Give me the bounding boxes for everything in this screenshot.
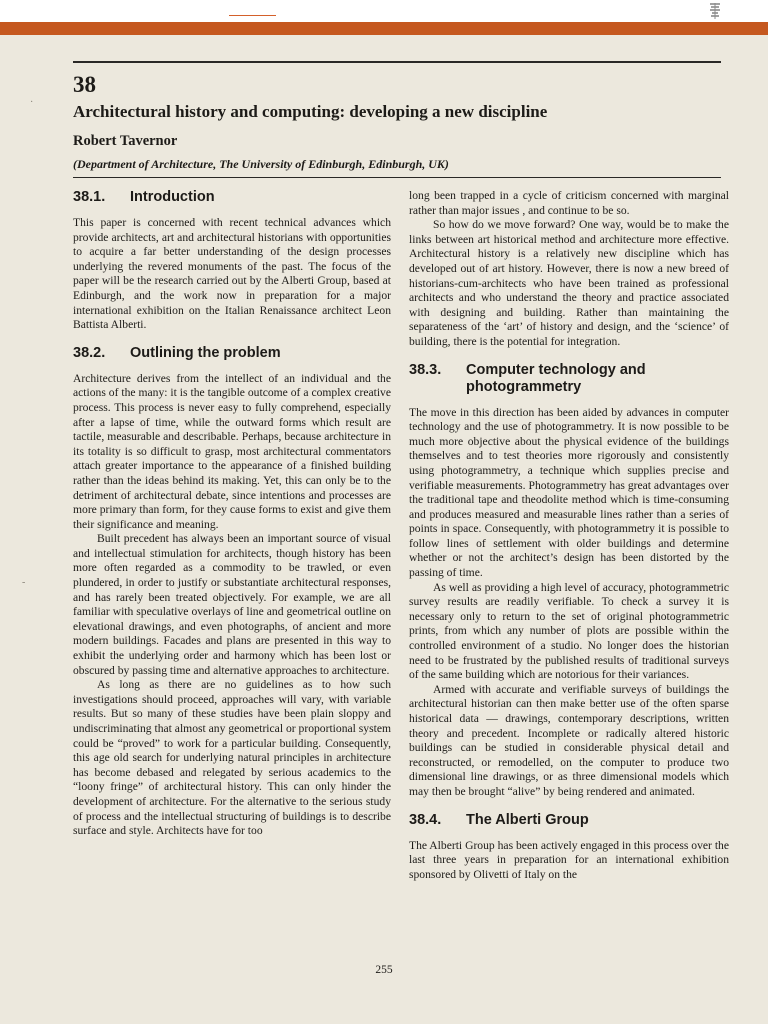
- section-number: 38.4.: [409, 811, 442, 828]
- title-rule: [73, 177, 721, 178]
- author-name: Robert Tavernor: [73, 133, 178, 149]
- page-number: 255: [375, 964, 393, 976]
- paragraph: long been trapped in a cycle of criticism concerned with marginal rather than major issues , and continue to be so.: [409, 189, 729, 217]
- section-number: 38.2.: [73, 344, 106, 361]
- accent-band: [0, 22, 768, 35]
- document-stack-icon[interactable]: [706, 1, 724, 21]
- document-page: [0, 35, 768, 1024]
- section-heading-alberti-group: [409, 812, 729, 829]
- author-affiliation: (Department of Architecture, The University of Edinburgh, Edinburgh, UK): [73, 157, 449, 171]
- section-title-line1: Computer technology and: [466, 361, 646, 378]
- margin-mark: -: [22, 577, 26, 588]
- paragraph: Architecture derives from the intellect of an individual and the actions of the many: it is the tangible outcome of a complex creative process. This process is never easy to fully comprehend, especially after a lapse of time, while the outward forms which result are tactile, measurable and describable. Perhaps, because architecture in its totality is so difficult to grasp, most architectural commentators attach greater importance to the appearance of a finished building rather than the ideas behind its making. Yet, this can only be to the detriment of architectural debate, since intentions and processes are more primary than form, for they cause forms to exist and give them their significance and meaning.: [73, 371, 391, 531]
- section-title: Outlining the problem: [130, 344, 281, 361]
- paragraph: The Alberti Group has been actively engaged in this process over the last three years in preparation for an international exhibition sponsored by Olivetti of Italy on the: [409, 838, 729, 881]
- paragraph: This paper is concerned with recent technical advances which provide architects, art and architectural historians with opportunities to acquire a far better understanding of the design processes underlying the revered monuments of the past. The focus of the paper will be the research carried out by the Alberti Group, based at Edinburgh, and the work now in preparation for a major international exhibition on the Italian Renaissance architect Leon Battista Alberti.: [73, 216, 391, 332]
- paragraph: So how do we move forward? One way, would be to make the links between art historical method and architecture more effective. Architectural history is a relatively new discipline which has developed out of art history. However, there is now a new breed of historians-cum-architects who have been trained as professional architects and who understand the theory and practice associated with designing and building. Rather than maintaining the separateness of the ‘art’ of history and design, and the ‘science’ of building, there is the potential for integration.: [409, 218, 729, 348]
- section-title: Introduction: [130, 189, 215, 205]
- margin-mark: ·: [30, 97, 34, 108]
- section-title: The Alberti Group: [466, 811, 589, 828]
- chapter-title: Architectural history and computing: developing a new discipline: [73, 102, 548, 121]
- section-number: 38.3.: [409, 361, 442, 378]
- left-column: [73, 189, 391, 839]
- paragraph: Built precedent has always been an important source of visual and intellectual stimulation for architects, though history has been more often regarded as a commodity to be trawled, or even plundered, in order to justify or substantiate architectural responses, and has rarely been treated objectively. For example, we are all familiar with speculative overlays of line and geometrical outline on elevational drawings, and even photographs, of ancient and more modern buildings. Facades and plans are presented in this way to exhibit the underlying order and harmony which has been lost or obscured by passing time and alternative approaches to architecture.: [73, 532, 391, 677]
- chapter-number: 38: [73, 72, 96, 97]
- paragraph: Armed with accurate and verifiable surveys of buildings the architectural historian can then make better use of the often sparse historical data — drawings, contemporary descriptions, written theory and precedent. Incomplete or radically altered historic buildings can be studied in considerable physical detail and reconstructed, or remodelled, on the computer to produce two dimensional line drawings, or as three dimensional models which may then be brought “alive” by being rendered and animated.: [409, 682, 729, 798]
- section-heading-problem: [73, 345, 391, 362]
- viewer-toolbar: [0, 0, 768, 22]
- section-heading-introduction: [73, 189, 391, 206]
- section-heading-photogrammetry: [409, 362, 729, 396]
- right-column: [409, 189, 729, 882]
- section-number: 38.1.: [73, 189, 106, 205]
- header-rule: [73, 61, 721, 63]
- paragraph: The move in this direction has been aided by advances in computer technology and the use of photogrammetry. It is now possible to be much more objective about the physical evidence of the buildings themselves and to test theories more rigorously and consistently using photogrammetry, a technique which supplies precise and verifiable measurements. Photogrammetry has great advantages over the traditional tape and theodolite method which is time-consuming and produces measured and measurable lines rather than a series of points in space. Consequently, with photogrammetry it is possible to follow lines of settlement with older buildings and determine whether or not the architect’s design has been distorted by the passing of time.: [409, 405, 729, 580]
- paragraph: As long as there are no guidelines as to how such investigations should proceed, approaches will vary, with variable results. But so many of these studies have been plain sloppy and undiscriminating that almost any geometrical or proportional system could be “proved” to work for a particular building. Consequently, this age old search for underlying natural principles in architecture has become debased and relegated by serious academics to the “loony fringe” of architectural history. This can only hinder the development of architecture. For the alternative to the serious study of process and the intellectual structuring of buildings is to describe surface and style. Architects have for too: [73, 678, 391, 838]
- section-title-line2: photogrammetry: [466, 378, 582, 395]
- paragraph: As well as providing a high level of accuracy, photogrammetric survey results are readily verifiable. To check a survey it is necessary only to return to the set of original photogrammetric prints, from which any number of plots are possible within the controlled environment of a studio. No longer does the historian need to be frustrated by the published results of traditional surveys of the same building which are notorious for their variances.: [409, 580, 729, 682]
- toolbar-link-underline[interactable]: [229, 15, 276, 16]
